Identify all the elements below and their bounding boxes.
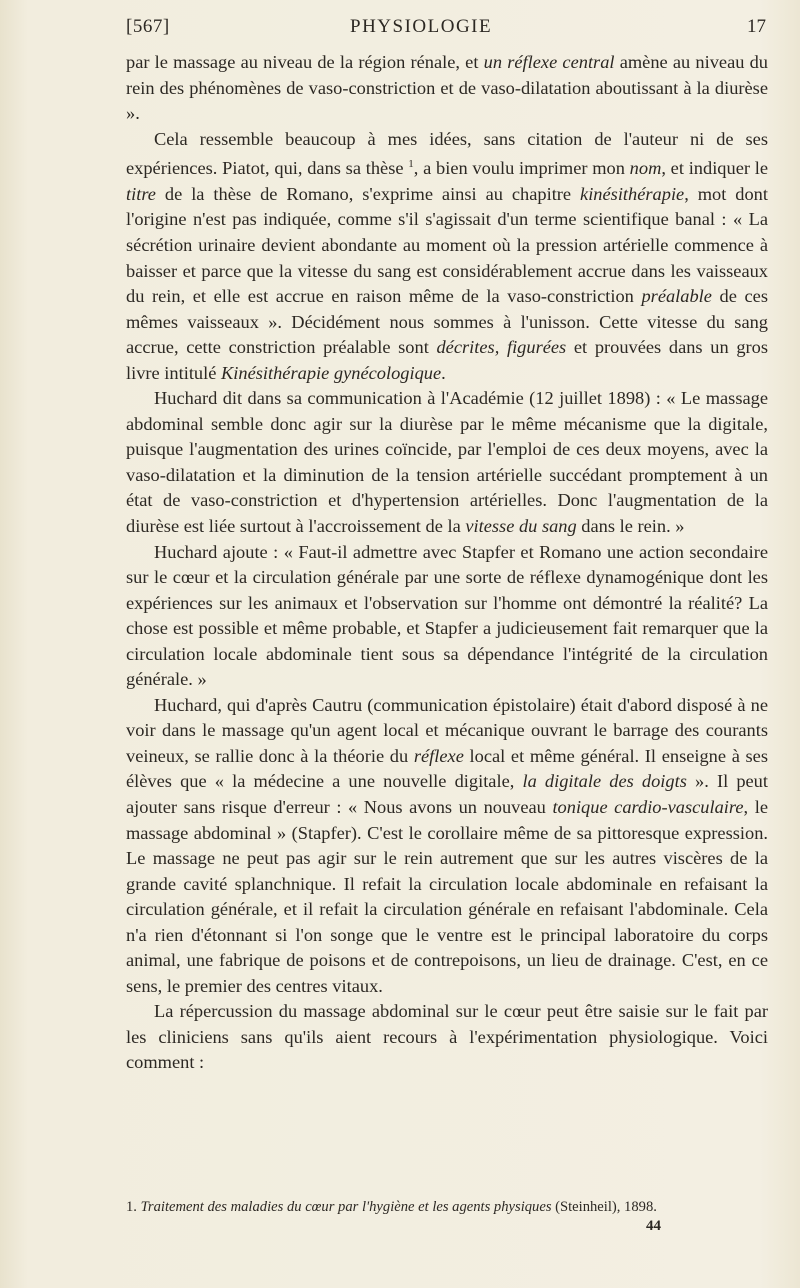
printer-signature-mark: 44 xyxy=(646,1218,661,1234)
emphasis-text: décrites, figurées xyxy=(436,337,567,358)
footnote xyxy=(126,1197,768,1217)
text-run: . xyxy=(441,362,446,383)
text-run: dans le rein. » xyxy=(576,515,685,536)
text-run: Cela ressemble beaucoup à mes idées, sans citation de l'auteur ni de ses expériences. Piatot, qui, dans sa thèse xyxy=(126,128,768,179)
paragraph xyxy=(126,693,768,1000)
text-run: Huchard ajoute : « Faut-il admettre avec Stapfer et Romano une action secondaire sur le cœur et la circulation générale par une sorte de réflexe dynamogénique dont les expériences sur les animaux et l'observation sur l'homme ont démontré la réalité? La chose est possible et même probable, et Stapfer a judicieusement fait remarquer que la circulation locale abdominale tient sous sa dépendance l'intégrité de la circulation générale. » xyxy=(126,541,768,690)
text-run: de ces mêmes vaisseaux ». Décidément nous sommes à l'unisson. Cette vitesse du sang accrue, cette constriction préalable sont xyxy=(126,286,768,358)
page-number: 17 xyxy=(747,16,766,37)
text-run: par le massage au niveau de la région rénale, et xyxy=(126,52,484,72)
emphasis-text: réflexe xyxy=(413,745,464,766)
body-text xyxy=(126,50,768,1076)
emphasis-text: tonique cardio-vasculaire xyxy=(552,796,744,817)
emphasis-text: préalable xyxy=(641,286,712,307)
emphasis-text: nom xyxy=(629,158,662,179)
emphasis-text: la digitale des doigts xyxy=(522,771,687,792)
emphasis-text: un réflexe central xyxy=(483,52,615,72)
text-run: Huchard dit dans sa communication à l'Académie (12 juillet 1898) : « Le massage abdominal semble donc agir sur la diurèse par le même mécanisme que la digitale, puisque l'augmentation des urines coïncide, par l'emploi de ces deux moyens, avec la vaso-dilatation et la diminution de la tension artérielle succédant promptement à un état de vaso-constriction et d'hypertension artérielles. Donc l'augmentation de la diurèse est liée surtout à l'accroissement de la xyxy=(126,388,768,536)
text-run: local et même général. Il enseigne à ses élèves que « la médecine a une nouvelle digitale, xyxy=(126,745,769,792)
text-run: et prouvées dans un gros livre intitulé xyxy=(126,337,768,383)
emphasis-text: kinésithérapie xyxy=(580,183,685,204)
running-header xyxy=(126,16,766,44)
paragraph xyxy=(126,127,768,387)
paragraph xyxy=(126,540,768,693)
paragraph xyxy=(126,50,768,127)
text-run: , mot dont l'origine n'est pas indiquée, comme s'il s'agissait d'un terme scientifique banal : « La sécrétion urinaire devient abondante au moment où la pression artérielle commence à baisser et parce que la vitesse du sang est considérablement accrue dans les vaisseaux du rein, et elle est accrue en raison même de la vaso-constriction xyxy=(126,183,768,307)
running-title: PHYSIOLOGIE xyxy=(350,16,493,37)
text-run: amène au niveau du rein des phénomènes de vaso-constriction et de vaso-dilatation aboutissant à la diurèse ». xyxy=(126,52,768,124)
text-run: , a bien voulu imprimer mon xyxy=(413,158,630,179)
footnote-title: Traitement des maladies du cœur par l'hygiène et les agents physiques xyxy=(140,1199,552,1215)
text-run: ». Il peut ajouter sans risque d'erreur : « Nous avons un nouveau xyxy=(126,771,768,817)
footnote-number: 1. xyxy=(126,1199,137,1215)
text-run: , le massage abdominal » (Stapfer). C'est le corollaire même de sa pittoresque expression. Le massage ne peut pas agir sur le rein autrement que sur les autres viscères de la grande cavité splanchnique. Il refait la circulation locale abdominale en refaisant la circulation générale, et il refait la circulation générale en refaisant l'abdominale. Cela n'a rien d'étonnant si l'on songe que le ventre est le principal laboratoire du corps animal, une fabrique de poisons et de contrepoisons, un lieu de drainage. C'est, en ce sens, le premier des centres vitaux. xyxy=(126,796,768,996)
emphasis-text: Kinésithérapie gynécologique xyxy=(221,362,442,383)
page-reference: [567] xyxy=(126,16,170,37)
text-run: de la thèse de Romano, s'exprime ainsi au chapitre xyxy=(155,183,581,204)
text-run: Huchard, qui d'après Cautru (communication épistolaire) était d'abord disposé à ne voir dans le massage qu'un agent local et mécanique ouvrant le barrage des courants veineux, se rallie donc à la théorie du xyxy=(126,694,768,766)
emphasis-text: vitesse du sang xyxy=(465,515,577,536)
emphasis-text: titre xyxy=(126,183,156,204)
footnote-publisher: (Steinheil), 1898. xyxy=(551,1199,657,1215)
footnote-ref: 1 xyxy=(408,158,414,171)
paragraph xyxy=(126,386,768,539)
text-run: , et indiquer le xyxy=(661,158,768,179)
paragraph xyxy=(126,999,768,1076)
text-run: La répercussion du massage abdominal sur le cœur peut être saisie sur le fait par les cliniciens sans qu'ils aient recours à l'expérimentation physiologique. Voici comment : xyxy=(126,1001,768,1073)
